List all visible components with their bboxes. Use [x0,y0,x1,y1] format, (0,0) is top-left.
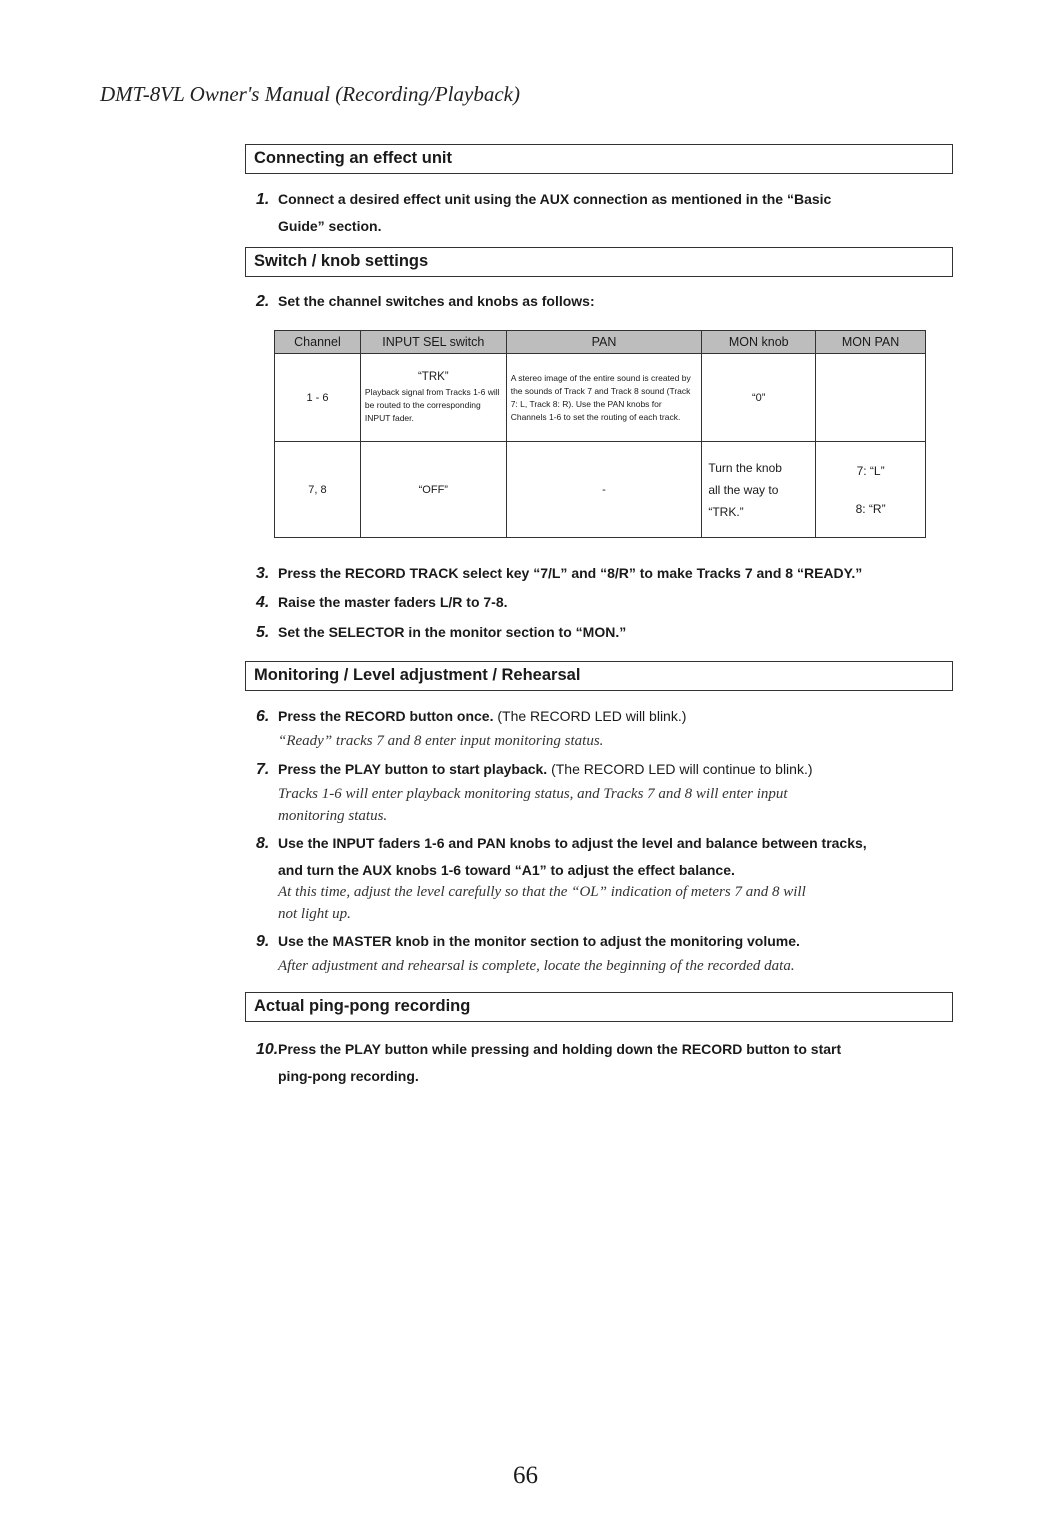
step-text: Raise the master faders L/R to 7-8. [278,594,508,610]
input-sel-description: Playback signal from Tracks 1-6 will be routed to the corresponding INPUT fader. [364,386,500,423]
step-number: 10. [256,1041,279,1058]
step-8 [256,830,956,883]
step-5 [256,619,956,646]
pan-description: A stereo image of the entire sound is created by the sounds of Track 7 and Track 8 sound (Track 7: L, Track 8: R). Use the PAN knobs for Channels 1-6 to set the routing of each track. [510,372,691,422]
step-10 [256,1036,956,1089]
step-4 [256,589,956,616]
page-number: 66 [513,1462,538,1489]
cell-mon-pan [816,442,926,538]
mon-pan-line: 8: “R” [855,501,886,516]
note-line: Tracks 1-6 will enter playback monitoring status, and Tracks 7 and 8 will enter input [278,786,788,802]
cell-input-sel: “OFF” [360,442,506,538]
col-header-mon-knob: MON knob [702,331,816,354]
page-header: DMT-8VL Owner's Manual (Recording/Playback) [100,82,520,106]
step-paren-note: (The RECORD LED will continue to blink.) [551,761,813,777]
step-text-continued: and turn the AUX knobs 1-6 toward “A1” to adjust the effect balance. [278,862,735,878]
step-7-note [278,783,953,827]
col-header-input-sel: INPUT SEL switch [360,331,506,354]
step-paren-note: (The RECORD LED will blink.) [497,708,687,724]
col-header-channel: Channel [275,331,361,354]
step-number: 1. [256,191,270,208]
mon-knob-line: Turn the knob [708,460,782,475]
step-9-note: After adjustment and rehearsal is complete, locate the beginning of the recorded data. [278,958,795,974]
col-header-pan: PAN [506,331,702,354]
step-number: 8. [256,835,270,852]
step-6 [256,703,956,730]
section-heading-pingpong: Actual ping-pong recording [245,992,953,1022]
step-number: 2. [256,293,270,310]
step-text: Set the SELECTOR in the monitor section to “MON.” [278,624,627,640]
cell-pan: - [506,442,702,538]
step-3 [256,560,956,587]
step-2 [256,288,956,315]
cell-mon-pan [816,354,926,442]
step-text: Press the PLAY button while pressing and holding down the RECORD button to start [278,1041,842,1057]
step-number: 4. [256,594,270,611]
step-text-continued: Guide” section. [278,218,382,234]
settings-table [274,330,926,538]
note-line: At this time, adjust the level carefully so that the “OL” indication of meters 7 and 8 will [278,884,806,900]
cell-mon-knob: “0” [702,354,816,442]
input-sel-value: “TRK” [417,370,449,383]
table-row [275,354,926,442]
step-number: 5. [256,624,270,641]
section-heading-connect: Connecting an effect unit [245,144,953,174]
cell-mon-knob [702,442,816,538]
step-7 [256,756,956,783]
section-heading-monitor: Monitoring / Level adjustment / Rehearsal [245,661,953,691]
cell-channel: 7, 8 [275,442,361,538]
step-text: Use the INPUT faders 1-6 and PAN knobs to adjust the level and balance between tracks, [278,835,867,851]
step-text: Use the MASTER knob in the monitor section to adjust the monitoring volume. [278,933,800,949]
step-number: 9. [256,933,270,950]
note-line: not light up. [278,906,351,922]
cell-pan [506,354,702,442]
step-1 [256,186,956,239]
table-row [275,442,926,538]
step-text: Press the PLAY button to start playback. [278,761,548,777]
step-text: Set the channel switches and knobs as follows: [278,293,595,309]
cell-channel: 1 - 6 [275,354,361,442]
step-8-note [278,881,953,925]
step-6-note: “Ready” tracks 7 and 8 enter input monitoring status. [278,733,604,749]
step-9 [256,928,956,955]
col-header-mon-pan: MON PAN [816,331,926,354]
section-heading-switch: Switch / knob settings [245,247,953,277]
table-header-row [275,331,926,354]
step-number: 7. [256,761,270,778]
step-text: Press the RECORD TRACK select key “7/L” and “8/R” to make Tracks 7 and 8 “READY.” [278,565,863,581]
step-number: 6. [256,708,270,725]
step-text: Press the RECORD button once. [278,708,494,724]
note-line: monitoring status. [278,808,388,824]
step-text-continued: ping-pong recording. [278,1068,419,1084]
mon-pan-line: 7: “L” [856,463,885,478]
mon-knob-line: “TRK.” [708,504,744,519]
mon-knob-line: all the way to [708,482,779,497]
cell-input-sel [360,354,506,442]
step-text: Connect a desired effect unit using the AUX connection as mentioned in the “Basic [278,191,832,207]
step-number: 3. [256,565,270,582]
